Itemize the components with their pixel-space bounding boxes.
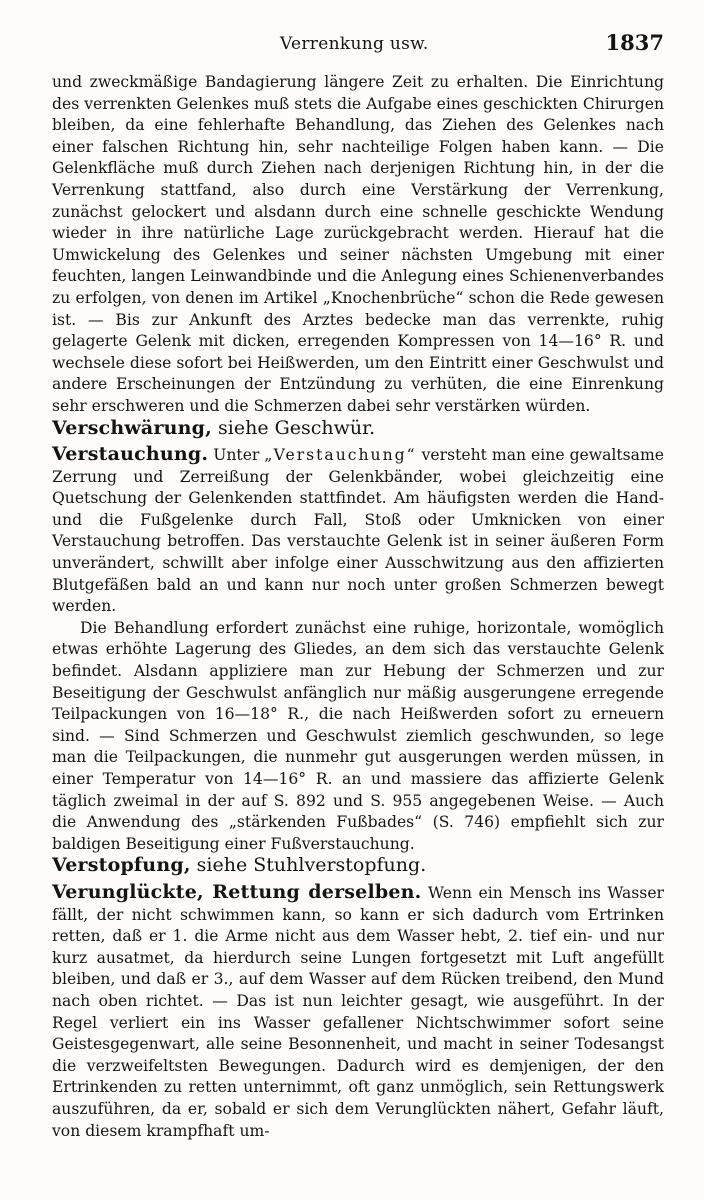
headword: Verstauchung. — [52, 443, 209, 466]
entry-verunglueckte — [52, 882, 664, 1142]
cross-reference: siehe Stuhlverstopfung. — [190, 854, 427, 877]
headword: Verunglückte, Rettung derselben. — [52, 880, 422, 903]
continued-paragraph: und zweckmäßige Bandagierung längere Zeit zu erhalten. Die Einrichtung des verrenkten Gelenkes muß stets die Aufgabe eines geschickten Chirurgen bleiben, da eine fehlerhafte Behandlung, das Ziehen des Gelenkes nach einer falschen Richtung hin, sehr nachteilige Folgen haben kann. — Die Gelenkfläche muß durch Ziehen nach derjenigen Richtung hin, in der die Verrenkung stattfand, also durch eine Verstärkung der Verrenkung, zunächst gelockert und alsdann durch eine schnelle geschickte Wendung wieder in ihre natürliche Lage zurückgebracht werden. Hierauf hat die Umwickelung des Gelenkes und seiner nächsten Umgebung mit einer feuchten, langen Leinwandbinde und die Anlegung eines Schienenverbandes zu erfolgen, von denen im Artikel „Knochenbrüche“ schon die Rede gewesen ist. — Bis zur Ankunft des Arztes bedecke man das verrenkte, ruhig gelagerte Gelenk mit dicken, erregenden Kompressen von 14—16° R. und wechsele diese sofort bei Heißwerden, um den Eintritt einer Geschwulst und andere Erscheinungen der Entzündung zu verhüten, die eine Einrenkung sehr erschweren und die Schmerzen dabei sehr verstärken würden. — [52, 73, 664, 415]
page-body — [52, 72, 664, 1142]
entry-verstauchung — [52, 444, 664, 618]
entry-text: versteht man eine gewaltsame Zerrung und Zerreißung der Gelenkbänder, wobei gleichzeitig eine Quetschung der Gelenkenden stattfindet. Am häufigsten werden die Hand- und die Fußgelenke durch Fall, Stoß oder Umknicken von einer Verstauchung betroffen. Das verstauchte Gelenk ist in seiner äußeren Form unverändert, schwillt aber infolge einer Ausschwitzung aus den affizierten Blutgefäßen bald an und kann nur noch unter großen Schmerzen bewegt werden. — [52, 446, 664, 616]
spaced-term: „Verstauchung“ — [264, 446, 417, 465]
entry-paragraph: Die Behandlung erfordert zunächst eine ruhige, horizontale, womöglich etwas erhöhte Lagerung des Gliedes, an dem sich das verstauchte Gelenk befindet. Alsdann appliziere man zur Hebung der Schmerzen und zur Beseitigung der Geschwulst anfänglich nur mäßig ausgerungene erregende Teilpackungen von 16—18° R., die nach Heißwerden sofort zu erneuern sind. — Sind Schmerzen und Geschwulst ziemlich geschwunden, so lege man die Teilpackungen, die nunmehr gut ausgerungen werden müssen, in einer Temperatur von 14—16° R. an und massiere das affizierte Gelenk täglich zweimal in der auf S. 892 und S. 955 angegebenen Weise. — Auch die Anwendung des „stärkenden Fußbades“ (S. 746) empfiehlt sich zur baldigen Beseitigung einer Fußverstauchung. — [52, 618, 664, 853]
headword: Verschwärung, — [52, 416, 212, 439]
cross-reference: siehe Geschwür. — [211, 416, 376, 439]
entry-verschwaerung — [52, 418, 664, 441]
entry-text: Unter — [208, 446, 265, 465]
page-number: 1837 — [605, 30, 664, 55]
entry-text: Wenn ein Mensch ins Wasser fällt, der nicht schwimmen kann, so kann er sich dadurch vom Ertrinken retten, daß er 1. die Arme nicht aus dem Wasser hebt, 2. tief ein- und nur kurz ausatmet, da hierdurch seine Lungen fortgesetzt mit Luft angefüllt bleiben, und daß er 3., auf dem Wasser auf dem Rücken treibend, den Mund nach oben richtet. — Das ist nun leichter gesagt, wie ausgeführt. In der Regel verliert ein ins Wasser gefallener Nichtschwimmer sofort seine Geistesgegenwart, alle seine Besonnenheit, und macht in seiner Todesangst die verzweifeltsten Bewegungen. Dadurch wird es demjenigen, der den Ertrinkenden zu retten unternimmt, oft ganz unmöglich, sein Rettungswerk auszuführen, da er, sobald er sich dem Verunglückten nähert, Gefahr läuft, von diesem krampfhaft um- — [52, 883, 664, 1140]
running-title: Verrenkung usw. — [280, 34, 429, 54]
page-header — [0, 30, 704, 64]
entry-verstopfung — [52, 855, 664, 878]
headword: Verstopfung, — [52, 854, 191, 877]
